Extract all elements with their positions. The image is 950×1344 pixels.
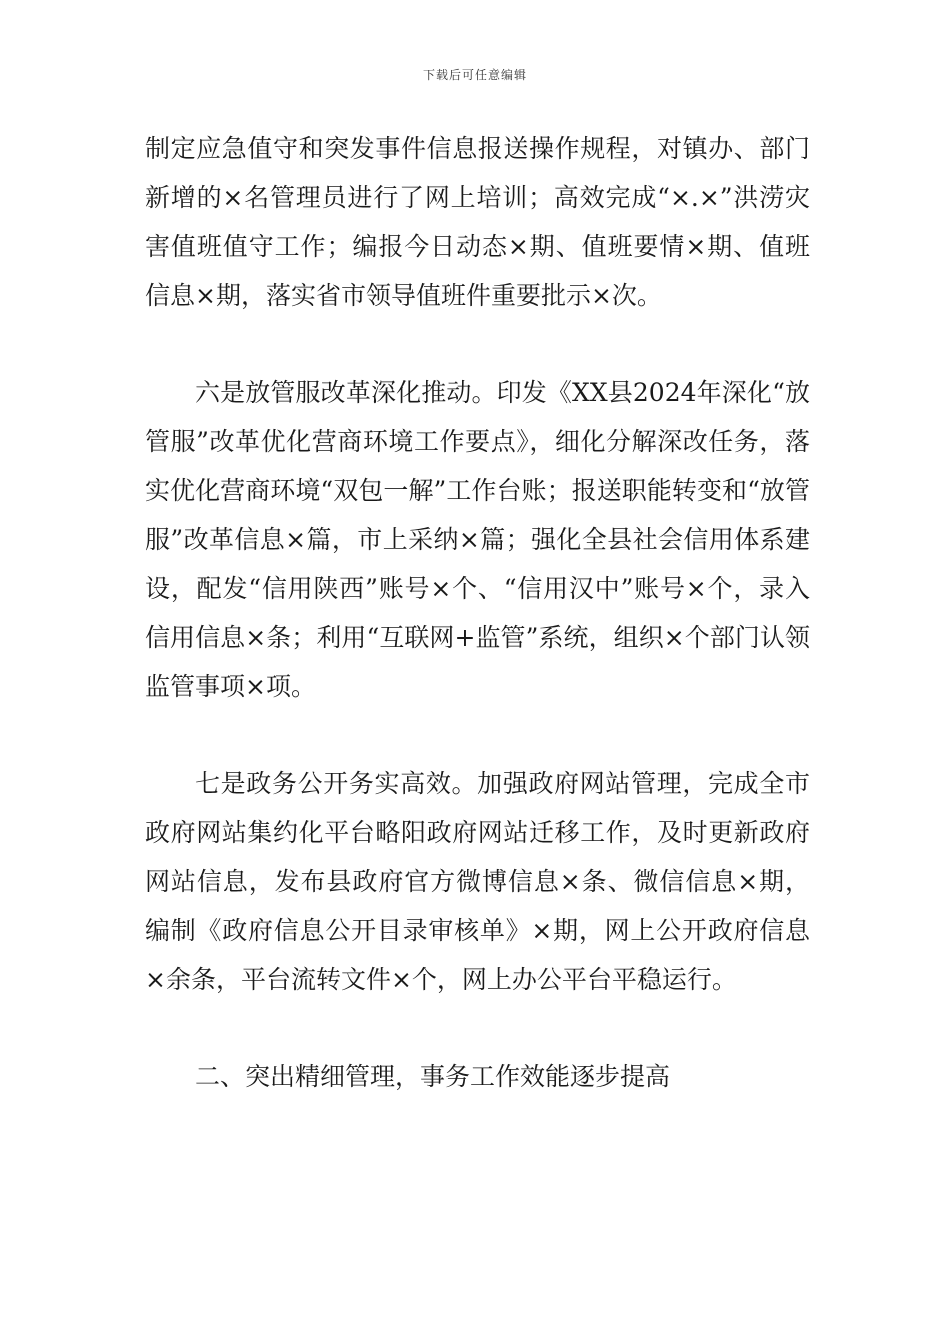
paragraph-item-six: 六是放管服改革深化推动。印发《XX县2024年深化“放管服”改革优化营商环境工作要点》，细化分解深改任务，落实优化营商环境“双包一解”工作台账；报送职能转变和“放管服”改革信息×篇，市上采纳×篇；强化全县社会信用体系建设，配发“信用陕西”账号×个、“信用汉中”账号×个，录入信用信息×条；利用“互联网+监管”系统，组织×个部门认领监管事项×项。: [145, 378, 810, 701]
document-body: [145, 124, 810, 1101]
paragraph-continuation: 制定应急值守和突发事件信息报送操作规程，对镇办、部门新增的×名管理员进行了网上培训；高效完成“×.×”洪涝灾害值班值守工作；编报今日动态×期、值班要情×期、值班信息×期，落实省市领导值班件重要批示×次。: [145, 134, 810, 310]
paragraph-item-seven: 七是政务公开务实高效。加强政府网站管理，完成全市政府网站集约化平台略阳政府网站迁移工作，及时更新政府网站信息，发布县政府官方微博信息×条、微信信息×期，编制《政府信息公开目录审核单》×期，网上公开政府信息×余条，平台流转文件×个，网上办公平台平稳运行。: [145, 769, 810, 994]
section-heading: 二、突出精细管理，事务工作效能逐步提高: [195, 1062, 671, 1091]
page-header-note: 下载后可任意编辑: [422, 68, 527, 82]
